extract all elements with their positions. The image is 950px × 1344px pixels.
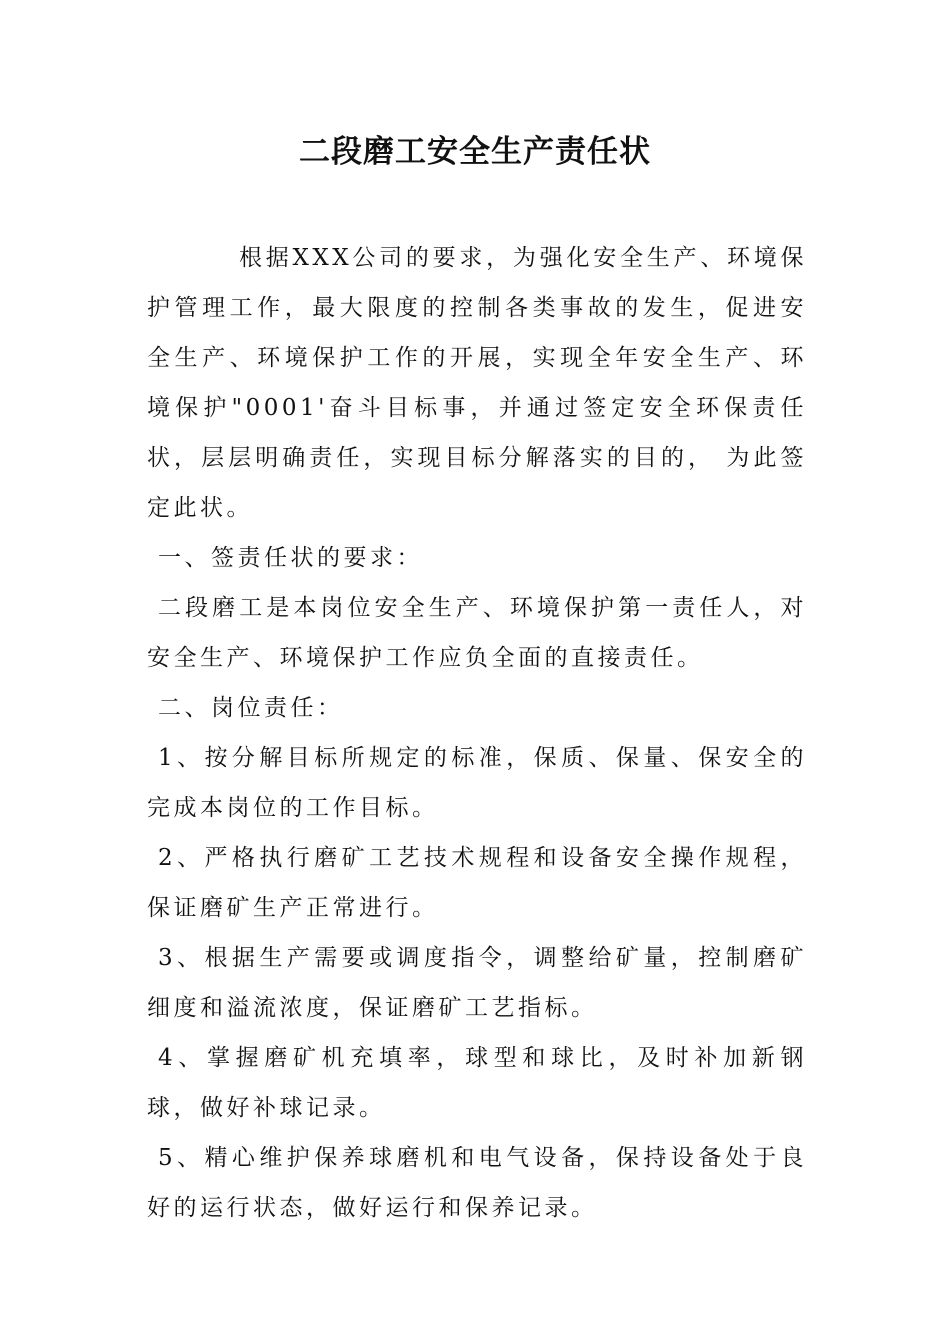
document-title: 二段磨工安全生产责任状 [299, 134, 651, 170]
duty-item-4: 4、掌握磨矿机充填率，球型和球比，及时补加新钢球，做好补球记录。 [147, 1045, 807, 1121]
intro-paragraph: 根据XXX公司的要求，为强化安全生产、环境保护管理工作，最大限度的控制各类事故的发生，促进安全生产、环境保护工作的开展，实现全年安全生产、环境保护"0001'奋斗目标事，并通过签定安全环保责任状，层层明确责任，实现目标分解落实的目的， 为此签定此状。 [147, 245, 807, 521]
document-body [147, 233, 807, 1233]
duty-item-1: 1、按分解目标所规定的标准，保质、保量、保安全的完成本岗位的工作目标。 [147, 745, 807, 821]
responsibility-statement: 二段磨工是本岗位安全生产、环境保护第一责任人，对安全生产、环境保护工作应负全面的直接责任。 [147, 595, 807, 671]
duty-item-5: 5、精心维护保养球磨机和电气设备，保持设备处于良好的运行状态，做好运行和保养记录。 [147, 1145, 807, 1221]
section-heading-requirements: 一、签责任状的要求： [158, 545, 423, 571]
duty-item-2: 2、严格执行磨矿工艺技术规程和设备安全操作规程，保证磨矿生产正常进行。 [147, 845, 807, 921]
duty-item-3: 3、根据生产需要或调度指令，调整给矿量，控制磨矿细度和溢流浓度，保证磨矿工艺指标。 [147, 945, 807, 1021]
section-heading-duties: 二、岗位责任： [158, 695, 344, 721]
